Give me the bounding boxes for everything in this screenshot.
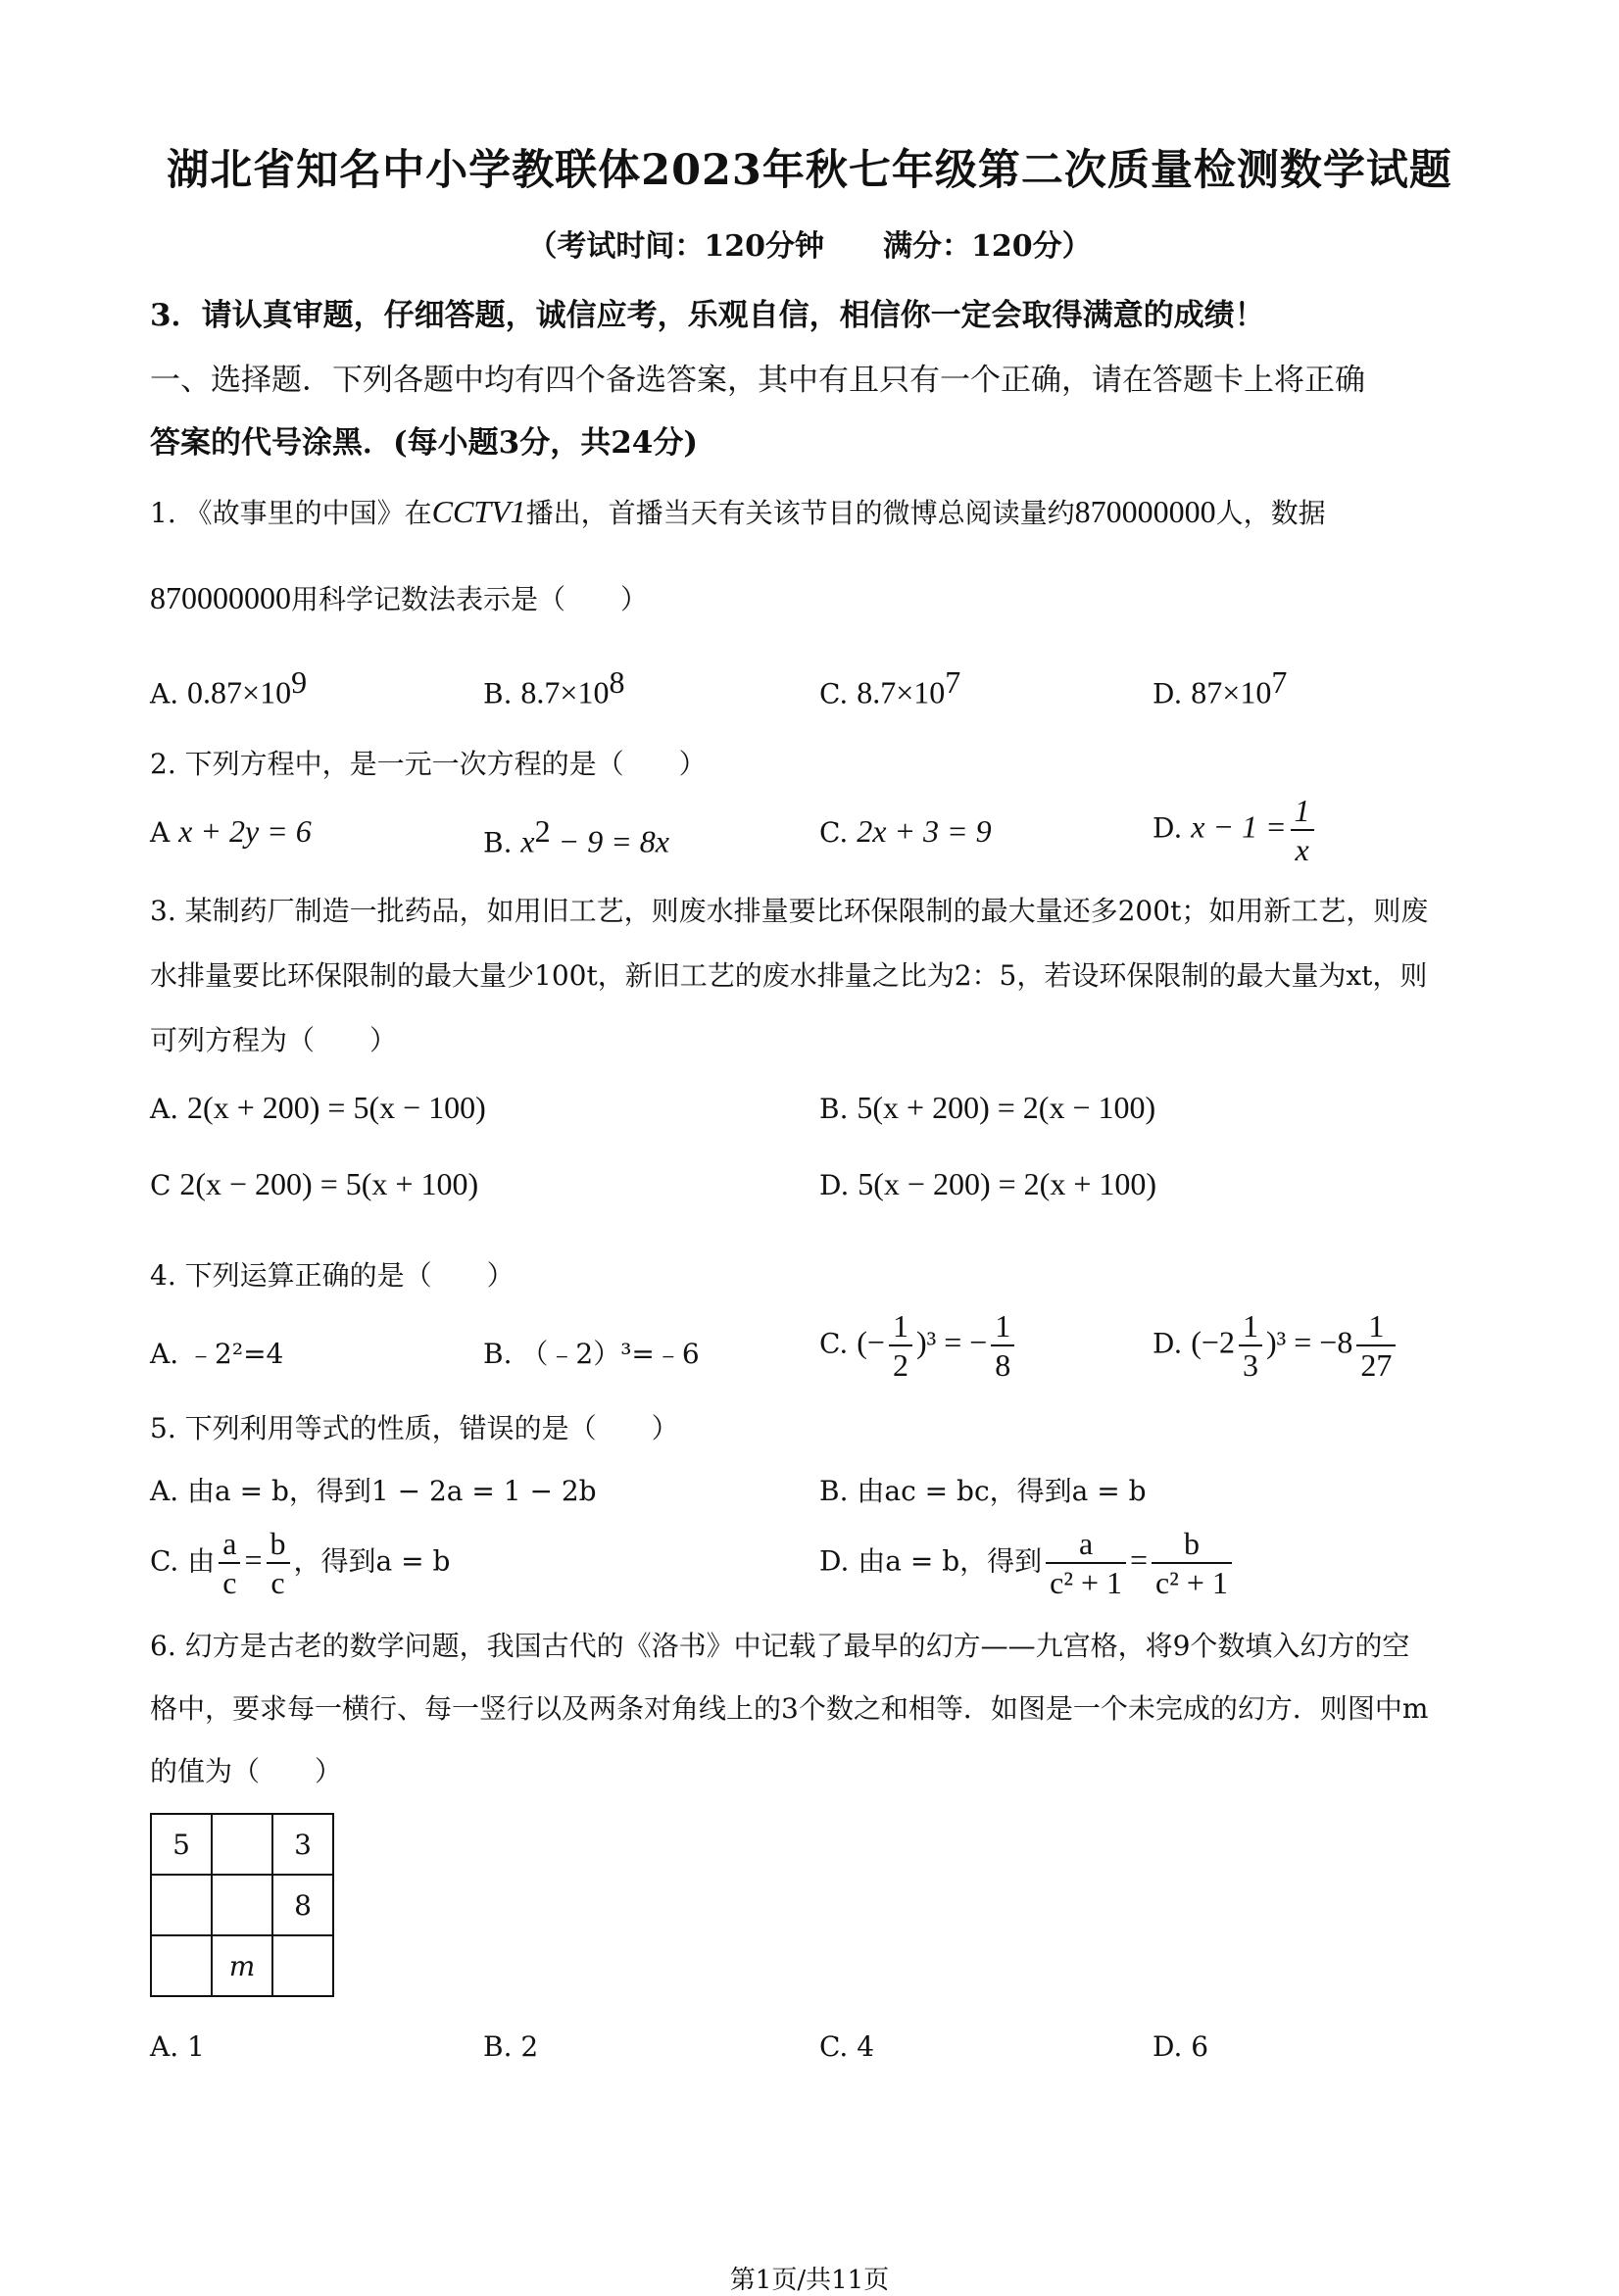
option-label: D. — [1153, 1327, 1183, 1360]
question-4: 4. 下列运算正确的是（ ） — [150, 1259, 515, 1292]
option-expr: 8.7×10 — [857, 674, 946, 710]
option-expr: （﹣2）³=﹣6 — [520, 1338, 700, 1370]
q6-option-b[interactable] — [483, 2030, 538, 2063]
grid-cell — [212, 1814, 272, 1875]
expr-part: = — [244, 1541, 263, 1578]
question-3-line3: 可列方程为（ ） — [150, 1024, 398, 1056]
numerator: b — [267, 1525, 290, 1564]
option-label: D. — [1153, 811, 1183, 845]
numerator: b — [1152, 1525, 1232, 1564]
q3-option-d[interactable] — [819, 1166, 1156, 1202]
grid-cell — [151, 1935, 212, 1996]
tip-3: 3．请认真审题，仔细答题，诚信应考，乐观自信，相信你一定会取得满意的成绩！ — [150, 298, 1265, 333]
q4-option-a[interactable] — [150, 1333, 283, 1372]
option-expr: 2x + 3 = 9 — [857, 813, 992, 849]
option-label: A. — [150, 1475, 179, 1507]
q5-option-c[interactable] — [150, 1525, 450, 1601]
q1-text-b: 播出，首播当天有关该节目的微博总阅读量约 — [525, 497, 1075, 529]
fraction — [889, 1307, 912, 1384]
q1-option-c[interactable] — [819, 664, 960, 710]
q5-option-d[interactable] — [819, 1525, 1236, 1601]
expr-part: )³ = − — [915, 1324, 988, 1360]
exam-info — [0, 221, 1619, 265]
option-label: B. — [819, 1475, 849, 1507]
numerator: a — [219, 1525, 240, 1564]
option-exp: 8 — [609, 664, 625, 700]
denominator: 8 — [995, 1347, 1011, 1383]
question-5: 5. 下列利用等式的性质，错误的是（ ） — [150, 1412, 679, 1444]
option-label: A. — [150, 677, 179, 710]
grid-cell — [151, 1875, 212, 1935]
q1-number: 870000000 — [1074, 494, 1216, 529]
option-label: D. — [1153, 2030, 1183, 2063]
fraction — [1152, 1525, 1232, 1601]
numerator: 1 — [1356, 1307, 1396, 1346]
q6-option-d[interactable] — [1153, 2030, 1208, 2063]
question-6-line3: 的值为（ ） — [150, 1755, 343, 1787]
expr-part: (−2 — [1191, 1324, 1235, 1360]
grid-cell: 8 — [272, 1875, 333, 1935]
option-expr: 由a = b，得到1 − 2a = 1 − 2b — [187, 1475, 597, 1507]
option-expr: − 9 = 8x — [550, 823, 669, 859]
option-exp: 9 — [291, 664, 308, 700]
option-label: A. — [150, 1093, 179, 1125]
q3-option-c[interactable] — [150, 1166, 478, 1202]
q1-option-d[interactable] — [1153, 664, 1287, 710]
option-label: A. — [150, 1338, 179, 1370]
q1-text-c: 人，数据 — [1215, 497, 1326, 529]
q3-option-b[interactable] — [819, 1090, 1155, 1126]
page-number: 第1页/共11页 — [729, 2266, 890, 2295]
q4-option-c[interactable] — [819, 1307, 1018, 1384]
grid-cell: 5 — [151, 1814, 212, 1875]
option-label: C — [150, 1169, 172, 1201]
question-6-line2: 格中，要求每一横行、每一竖行以及两条对角线上的3个数之和相等．如图是一个未完成的幻方．则图中m — [150, 1692, 1429, 1725]
option-expr: 2(x − 200) = 5(x + 100) — [179, 1166, 479, 1201]
fraction — [219, 1525, 240, 1601]
grid-cell — [212, 1875, 272, 1935]
denominator: c — [270, 1565, 285, 1600]
option-value: 6 — [1191, 2030, 1209, 2063]
q1-cctv: CCTV1 — [431, 494, 526, 529]
q1-option-b[interactable] — [483, 664, 624, 710]
option-label: C. — [819, 816, 849, 849]
expr-part: )³ = −8 — [1265, 1324, 1353, 1360]
fraction — [1239, 1307, 1262, 1384]
option-label: B. — [483, 2030, 513, 2063]
numerator: 1 — [889, 1307, 912, 1346]
expr-part: 由 — [187, 1544, 216, 1578]
question-2: 2. 下列方程中，是一元一次方程的是（ ） — [150, 748, 707, 780]
option-expr: 5(x + 200) = 2(x − 100) — [857, 1090, 1156, 1125]
denominator: c² + 1 — [1050, 1565, 1122, 1600]
option-label: A. — [150, 2030, 179, 2063]
grid-cell — [272, 1935, 333, 1996]
option-expr: 87×10 — [1191, 674, 1272, 710]
option-expr: 5(x − 200) = 2(x + 100) — [858, 1166, 1157, 1201]
denominator: 3 — [1242, 1347, 1258, 1383]
option-expr: 由ac = bc，得到a = b — [857, 1475, 1147, 1507]
option-label: C. — [819, 2030, 849, 2063]
option-label: C. — [819, 1327, 849, 1360]
question-3-line1: 3. 某制药厂制造一批药品，如用旧工艺，则废水排量要比环保限制的最大量还多200t；如用新工艺，则废 — [150, 895, 1429, 927]
question-3-line2: 水排量要比环保限制的最大量少100t，新旧工艺的废水排量之比为2：5，若设环保限制的最大量为xt，则 — [150, 959, 1428, 992]
exam-score: 满分：120分） — [883, 229, 1092, 264]
expr-part: (− — [857, 1324, 885, 1360]
q5-option-b[interactable] — [819, 1470, 1147, 1509]
q2-option-a[interactable] — [150, 813, 312, 850]
option-value: 2 — [520, 2030, 539, 2063]
q1-number-2: 870000000 — [150, 580, 291, 615]
q1-text-a: 1. 《故事里的中国》在 — [150, 497, 432, 529]
q2-option-c[interactable] — [819, 813, 992, 850]
option-label: B. — [483, 826, 513, 859]
section1-instructions-line1: 一、选择题．下列各题中均有四个备选答案，其中有且只有一个正确，请在答题卡上将正确 — [150, 363, 1365, 398]
denominator: x — [1295, 832, 1309, 867]
option-expr: 2(x + 200) = 5(x − 100) — [187, 1090, 486, 1125]
option-label: D. — [819, 1169, 850, 1201]
option-expr: x − 1 = — [1191, 808, 1287, 845]
denominator: 27 — [1360, 1347, 1393, 1383]
q2-option-b[interactable] — [483, 813, 669, 859]
option-label: C. — [150, 1544, 179, 1578]
q6-option-a[interactable] — [150, 2030, 205, 2063]
q1-prompt: 用科学记数法表示是（ ） — [291, 583, 649, 615]
expr-part: ，得到a = b — [293, 1544, 451, 1578]
denominator: c — [222, 1565, 237, 1600]
question-1-line1 — [150, 492, 1326, 531]
q4-option-d[interactable] — [1153, 1307, 1399, 1384]
magic-square — [150, 1813, 334, 1997]
numerator: 1 — [1291, 792, 1314, 831]
option-value: 4 — [857, 2030, 875, 2063]
section1-instructions-line2: 答案的代号涂黑．(每小题3分，共24分) — [150, 425, 699, 461]
denominator: 2 — [892, 1347, 908, 1383]
option-expr: 0.87×10 — [187, 674, 292, 710]
option-expr: x — [520, 823, 535, 859]
page-title: 湖北省知名中小学教联体2023年秋七年级第二次质量检测数学试题 — [167, 146, 1452, 195]
option-label: D. — [1153, 677, 1183, 710]
option-exp: 2 — [534, 813, 551, 849]
option-expr: ﹣2²=4 — [187, 1338, 284, 1370]
fraction — [991, 1307, 1014, 1384]
question-1-line2 — [150, 578, 648, 617]
option-expr: 8.7×10 — [520, 674, 610, 710]
question-6-line1: 6. 幻方是古老的数学问题，我国古代的《洛书》中记载了最早的幻方——九宫格，将9个数填入幻方的空 — [150, 1630, 1410, 1662]
grid-cell: 3 — [272, 1814, 333, 1875]
option-expr: x + 2y = 6 — [178, 813, 312, 849]
numerator: 1 — [991, 1307, 1014, 1346]
fraction — [1291, 792, 1314, 868]
q3-option-a[interactable] — [150, 1090, 486, 1126]
option-label: A — [150, 816, 171, 849]
q5-option-a[interactable] — [150, 1470, 597, 1509]
option-value: 1 — [187, 2030, 205, 2063]
fraction — [1356, 1307, 1396, 1384]
q2-option-d[interactable] — [1153, 792, 1318, 868]
expr-part: = — [1130, 1541, 1149, 1578]
option-label: B. — [819, 1093, 849, 1125]
q4-option-b[interactable] — [483, 1333, 700, 1372]
fraction — [267, 1525, 290, 1601]
option-label: B. — [483, 1338, 513, 1370]
expr-part: 由a = b，得到 — [858, 1544, 1043, 1578]
option-label: D. — [819, 1544, 850, 1578]
option-label: C. — [819, 677, 849, 710]
numerator: a — [1046, 1525, 1126, 1564]
fraction — [1046, 1525, 1126, 1601]
numerator: 1 — [1239, 1307, 1262, 1346]
option-label: B. — [483, 677, 513, 710]
option-exp: 7 — [1271, 664, 1288, 700]
grid-cell: m — [212, 1935, 272, 1996]
exam-time: （考试时间：120分钟 — [527, 229, 824, 264]
q6-option-c[interactable] — [819, 2030, 874, 2063]
q1-option-a[interactable] — [150, 664, 307, 710]
denominator: c² + 1 — [1155, 1565, 1228, 1600]
option-exp: 7 — [945, 664, 961, 700]
